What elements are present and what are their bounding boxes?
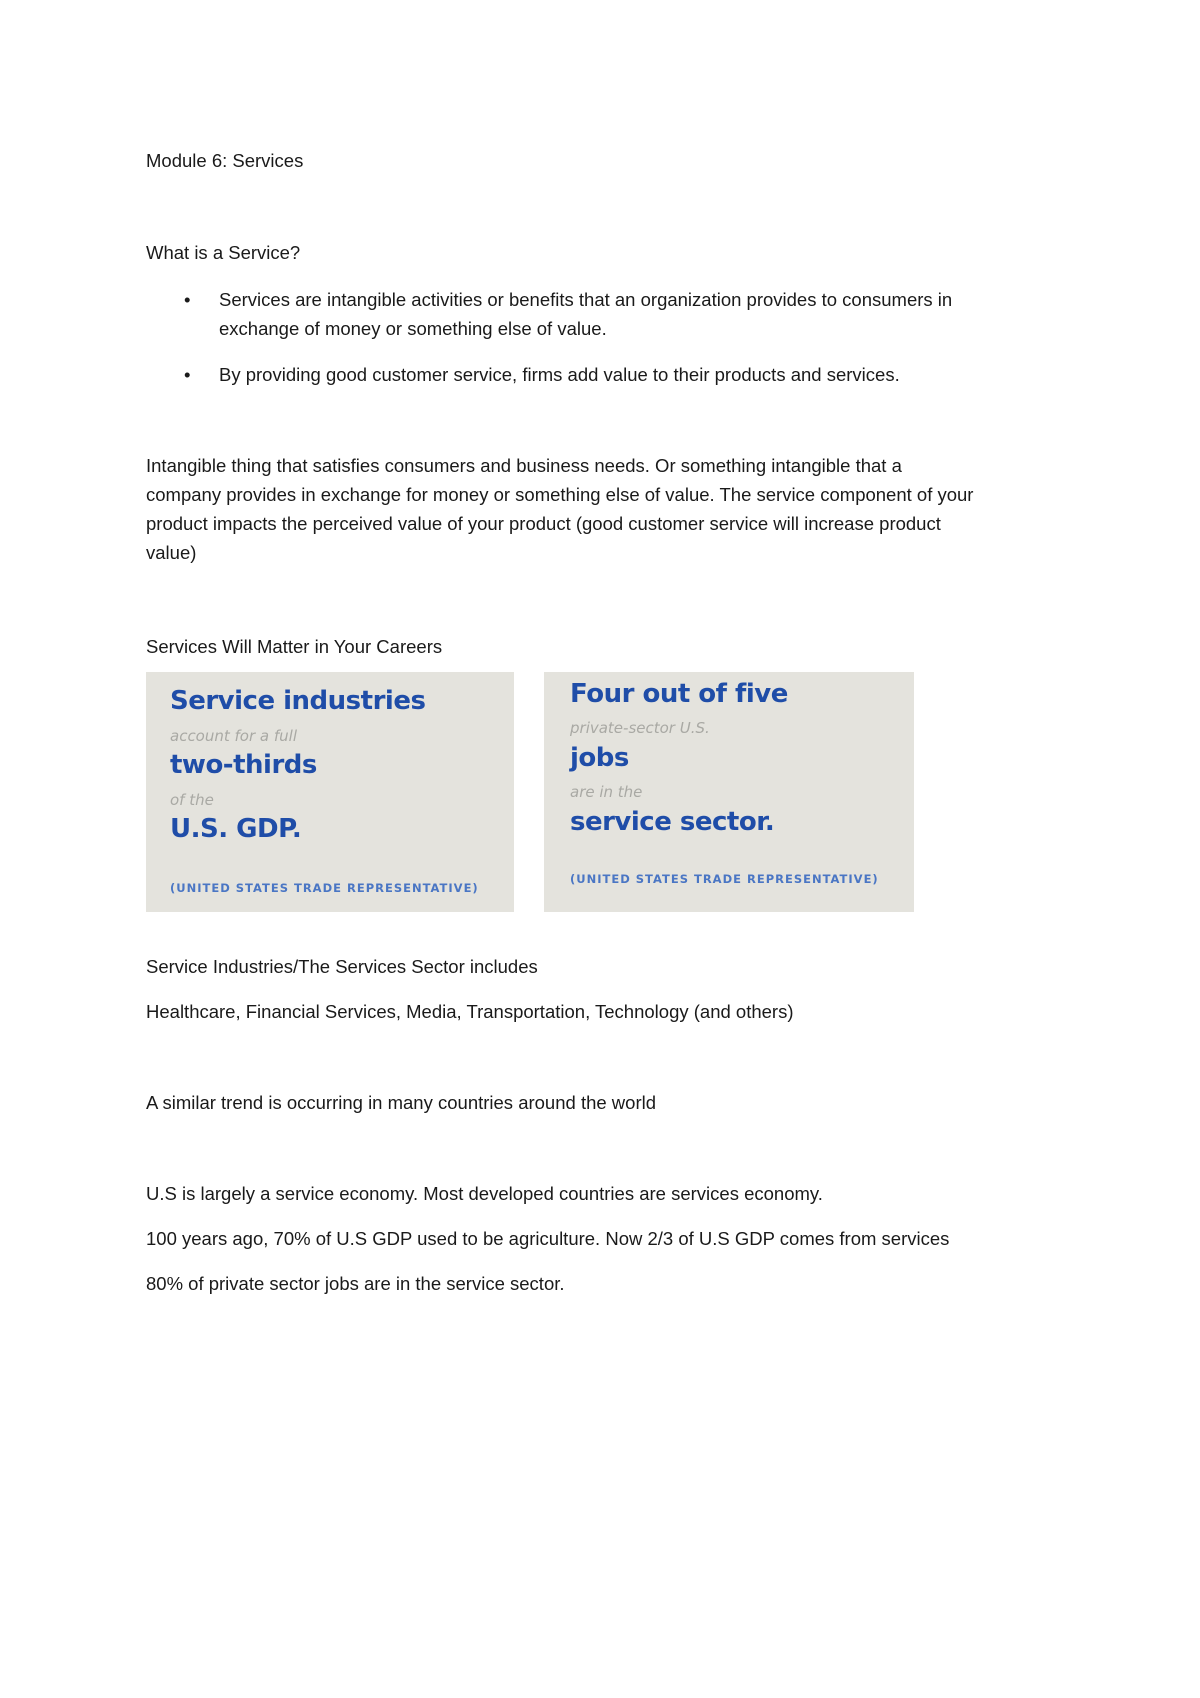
section-heading-what-is-service: What is a Service? xyxy=(146,242,301,263)
infographic-jobs-card xyxy=(544,672,914,912)
infographic-gdp-card xyxy=(146,672,514,912)
bullet-dot: • xyxy=(184,289,191,310)
paragraph-line: value) xyxy=(146,542,197,563)
trend-statement: A similar trend is occurring in many countries around the world xyxy=(146,1092,657,1113)
card-headline: jobs xyxy=(570,743,629,773)
paragraph-line: product impacts the perceived value of your product (good customer service will increase product xyxy=(146,513,941,534)
card-headline: Four out of five xyxy=(570,679,788,709)
card-subtext: of the xyxy=(170,791,214,809)
paragraph-line: company provides in exchange for money or something else of value. The service component of your xyxy=(146,484,974,505)
bullet-text-line: By providing good customer service, firms add value to their products and services. xyxy=(219,364,900,385)
card-source: (UNITED STATES TRADE REPRESENTATIVE) xyxy=(570,872,879,886)
fact-line: 100 years ago, 70% of U.S GDP used to be agriculture. Now 2/3 of U.S GDP comes from services xyxy=(146,1228,950,1249)
bullet-dot: • xyxy=(184,364,191,385)
card-headline: two-thirds xyxy=(170,750,317,780)
card-subtext: account for a full xyxy=(170,727,298,745)
card-source: (UNITED STATES TRADE REPRESENTATIVE) xyxy=(170,881,479,895)
document-title: Module 6: Services xyxy=(146,150,304,171)
bullet-text-line: Services are intangible activities or benefits that an organization provides to consumers in xyxy=(219,289,953,310)
sector-heading: Service Industries/The Services Sector includes xyxy=(146,956,538,977)
card-subtext: are in the xyxy=(570,783,643,801)
card-headline: Service industries xyxy=(170,686,426,716)
fact-line: U.S is largely a service economy. Most developed countries are services economy. xyxy=(146,1183,823,1204)
section-heading-careers: Services Will Matter in Your Careers xyxy=(146,636,443,657)
definition-paragraph xyxy=(146,451,1076,567)
fact-line: 80% of private sector jobs are in the service sector. xyxy=(146,1273,565,1294)
bullet-item xyxy=(146,360,1076,389)
bullet-item xyxy=(146,285,1076,343)
paragraph-line: Intangible thing that satisfies consumers and business needs. Or something intangible that a xyxy=(146,455,902,476)
card-subtext: private-sector U.S. xyxy=(570,719,710,737)
card-headline: service sector. xyxy=(570,807,775,837)
card-headline: U.S. GDP. xyxy=(170,814,302,844)
bullet-text-line: exchange of money or something else of value. xyxy=(219,318,607,339)
sector-list: Healthcare, Financial Services, Media, Transportation, Technology (and others) xyxy=(146,1001,794,1022)
